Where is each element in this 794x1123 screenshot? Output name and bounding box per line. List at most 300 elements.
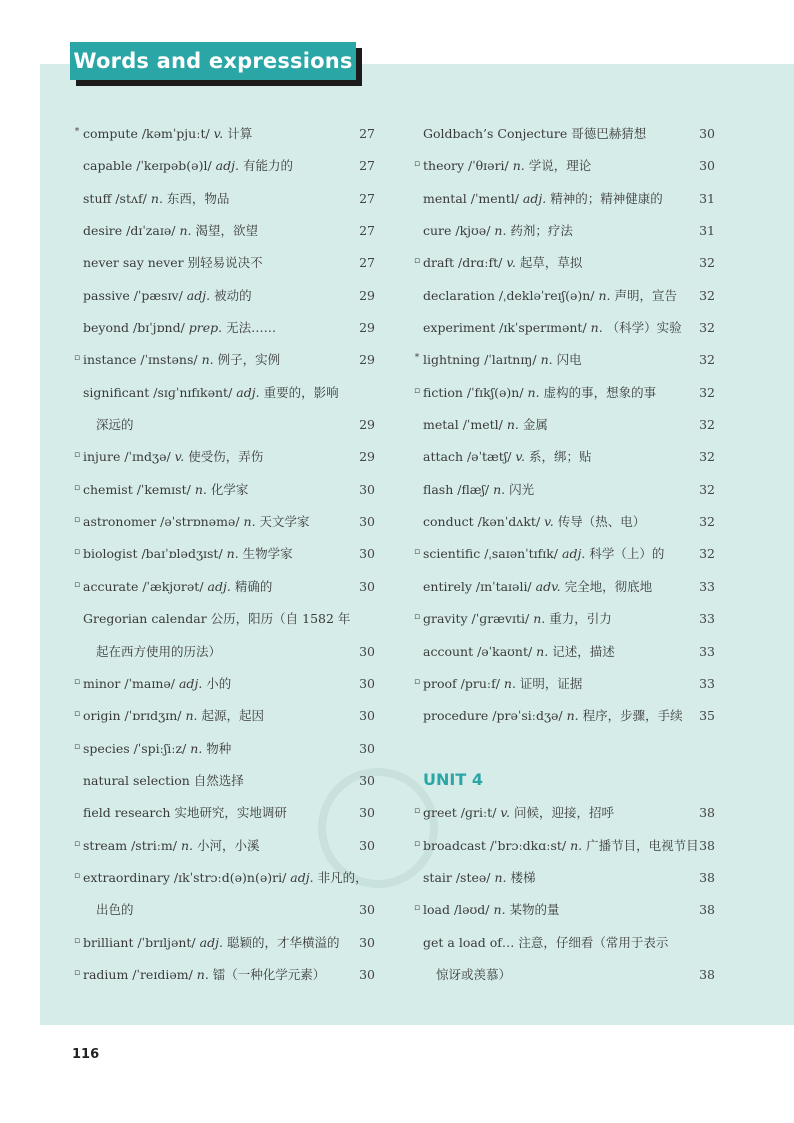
page-reference: 30 [699,158,715,174]
part-of-speech: v. [500,805,510,821]
word-entry-text [423,158,591,174]
word-entry-text [423,579,652,595]
word-entry-text [83,158,293,174]
page-reference: 30 [359,772,375,788]
page-reference: 30 [359,805,375,821]
word-entry-row [72,636,375,668]
word-entry-row [412,215,715,247]
meaning: 重力，引力 [549,611,612,627]
word-entry-text [83,773,244,789]
page-reference: 29 [359,417,375,433]
part-of-speech: prep. [188,320,223,336]
headword: cure /kjʊə/ [423,223,491,239]
meaning: 证明，证据 [519,675,583,691]
word-entry-row [412,474,715,506]
right-word-column [412,118,715,991]
word-entry-row [72,150,375,182]
meaning: 物种 [206,740,232,756]
part-of-speech: n. [185,708,198,724]
word-entry-row [72,765,375,797]
headword: conduct /kənˈdʌkt/ [423,514,541,530]
meaning: 虚构的事，想象的事 [543,384,657,400]
page-reference: 29 [359,449,375,465]
meaning: 注意，仔细看（常用于表示 [518,934,669,950]
page-reference: 30 [359,740,375,756]
word-entry-row [412,797,715,829]
headword: accurate /ˈækjʊrət/ [83,578,204,594]
meaning: 金属 [522,417,548,433]
headword: 出色的 [96,902,134,918]
word-entry-row [412,538,715,570]
headword: biologist /baɪˈɒlədʒɪst/ [83,546,223,562]
part-of-speech: n. [503,675,516,691]
page-reference: 38 [699,966,715,982]
word-entry-row [412,506,715,538]
headword: desire /dɪˈzaɪə/ [83,223,176,239]
headword: mental /ˈmentl/ [423,190,519,206]
square-marker-icon: ▫ [73,935,81,946]
word-entry-row [412,312,715,344]
headword: stream /striːm/ [83,837,177,853]
part-of-speech: n. [493,481,506,497]
word-entry-row [72,280,375,312]
word-entry-row [72,344,375,376]
word-entry-row [72,247,375,279]
part-of-speech: v. [506,255,516,271]
page-reference: 32 [699,481,715,497]
part-of-speech: adj. [186,287,211,303]
part-of-speech: n. [226,546,239,562]
word-entry-text [423,838,699,854]
word-entry-text [83,352,280,368]
section-title: Words and expressions [70,42,356,80]
part-of-speech: adv. [535,578,561,594]
part-of-speech: n. [527,384,540,400]
asterisk-marker-icon: * [74,127,80,137]
word-entry-text [83,288,252,304]
headword: declaration /ˌdekləˈreɪʃ(ə)n/ [423,287,595,303]
meaning: 药剂；疗法 [510,223,573,239]
word-entry-text [423,676,582,692]
word-entry-row [412,247,715,279]
headword: brilliant /ˈbrɪljənt/ [83,934,196,950]
headword: gravity /ˈɡrævɪti/ [423,611,530,627]
headword: stuff /stʌf/ [83,190,147,206]
headword: experiment /ɪkˈsperɪmənt/ [423,320,587,336]
meaning: 东西，物品 [166,190,230,206]
square-marker-icon: ▫ [73,838,81,849]
headword: scientific /ˌsaɪənˈtɪfɪk/ [423,546,559,562]
word-entry-text [436,967,511,983]
square-marker-icon: ▫ [413,612,421,623]
headword: procedure /prəˈsiːdʒə/ [423,708,563,724]
meaning: （科学）实验 [606,320,682,336]
meaning: 无法…… [226,320,277,336]
word-entry-row [72,312,375,344]
headword: 惊讶或羡慕） [436,966,512,982]
meaning: 重要的，影响 [263,384,339,400]
word-entry-text [83,126,252,142]
word-entry-row [412,377,715,409]
word-entry-row [72,215,375,247]
page-reference: 32 [699,320,715,336]
part-of-speech: adj. [178,675,203,691]
word-entry-row [72,409,375,441]
word-entry-row [412,409,715,441]
word-entry-row [412,927,715,959]
meaning: 系，绑；贴 [528,449,592,465]
meaning: 闪电 [556,352,582,368]
page-reference: 27 [359,255,375,271]
meaning: 哥德巴赫猜想 [571,126,647,141]
word-entry-text [423,482,534,498]
headword: Gregorian calendar [83,611,207,627]
page-reference: 32 [699,352,715,368]
square-marker-icon: ▫ [413,159,421,170]
page-reference: 32 [699,287,715,303]
page-reference: 38 [699,869,715,885]
page-reference: 30 [359,546,375,562]
headword: load /ləʊd/ [423,902,490,918]
meaning: 聪颖的，才华横溢的 [226,934,340,950]
page-reference: 30 [359,934,375,950]
part-of-speech: n. [533,611,546,627]
headword: minor /ˈmaɪnə/ [83,675,175,691]
word-entry-row [72,862,375,894]
left-word-column [72,118,375,991]
word-entry-text [83,482,248,498]
headword: origin /ˈɒrɪdʒɪn/ [83,708,182,724]
page-reference: 30 [359,837,375,853]
part-of-speech: adj. [290,869,314,885]
part-of-speech: v. [174,449,185,465]
headword: injure /ˈɪndʒə/ [83,449,171,465]
square-marker-icon: ▫ [73,709,81,720]
word-entry-row [412,894,715,926]
square-marker-icon: ▫ [73,450,81,461]
meaning: 精神的；精神健康的 [550,190,663,206]
part-of-speech: n. [536,643,549,659]
meaning: 问候，迎接，招呼 [513,805,614,821]
word-entry-text [83,708,264,724]
word-entry-row [72,894,375,926]
square-marker-icon: ▫ [413,838,421,849]
word-entry-text [423,644,615,660]
word-entry-row [72,571,375,603]
meaning: 实地研究，实地调研 [174,805,287,821]
page-reference: 27 [359,126,375,141]
meaning: 生物学家 [242,546,293,562]
meaning: 广播节目，电视节目 [586,837,699,853]
word-entry-row [412,830,715,862]
meaning: 计算 [227,126,253,141]
unit-heading-label: UNIT 4 [423,769,483,789]
page-reference: 29 [359,352,375,368]
word-entry-text [423,352,582,368]
meaning: 化学家 [210,481,249,497]
part-of-speech: n. [180,837,194,853]
asterisk-marker-icon: * [414,353,420,364]
word-entry-text [83,676,231,692]
word-entry-text [423,223,573,239]
word-entry-text [83,870,368,886]
word-entry-row [412,668,715,700]
square-marker-icon: ▫ [73,676,81,687]
meaning: 传导（热、电） [557,514,646,530]
word-entry-text [83,967,325,983]
page-reference: 30 [359,643,375,659]
word-entry-text [83,611,350,627]
meaning: 天文学家 [259,514,310,530]
word-entry-row [412,700,715,732]
word-entry-row [72,797,375,829]
word-entry-row [72,927,375,959]
meaning: 起草，草拟 [519,255,583,271]
page-reference: 32 [699,255,715,271]
meaning: 别轻易说决不 [187,255,263,271]
meaning: 渴望，欲望 [195,223,258,239]
word-entry-text [83,741,231,757]
page-reference: 27 [359,223,375,239]
page-reference: 30 [359,514,375,530]
part-of-speech: n. [494,869,507,885]
word-entry-row [72,830,375,862]
word-entry-text [83,385,339,401]
word-entry-row [412,441,715,473]
part-of-speech: n. [598,287,611,303]
word-entry-text [423,611,612,627]
page-reference: 33 [699,611,715,627]
part-of-speech: n. [150,190,163,206]
page-reference: 32 [699,449,715,465]
word-entry-row [72,118,375,150]
square-marker-icon: ▫ [73,967,81,978]
headword: 深远的 [96,417,134,433]
meaning: 公历，阳历（自 1582 年 [210,611,351,627]
word-entry-text [423,320,682,336]
headword: 起在西方使用的历法） [96,643,222,659]
word-entry-row [72,603,375,635]
meaning: 精确的 [234,578,273,594]
headword: lightning /ˈlaɪtnɪŋ/ [423,352,537,368]
page-reference: 31 [699,223,715,239]
word-entry-text [423,126,646,142]
part-of-speech: n. [512,158,525,174]
page-reference: 33 [699,643,715,659]
meaning: 有能力的 [242,158,293,174]
word-entry-text [423,546,664,562]
page-reference: 30 [359,675,375,691]
word-entry-row [72,377,375,409]
part-of-speech: n. [196,966,209,982]
page-reference: 30 [359,708,375,724]
part-of-speech: adj. [215,158,239,174]
word-entry-text [83,935,339,951]
page-reference: 33 [699,675,715,691]
page-reference: 32 [699,417,715,433]
word-entry-row [412,571,715,603]
part-of-speech: n. [190,740,203,756]
part-of-speech: n. [493,902,506,918]
headword: broadcast /ˈbrɔːdkɑːst/ [423,837,567,853]
headword: draft /drɑːft/ [423,255,503,271]
headword: account /əˈkaʊnt/ [423,643,533,659]
headword: passive /ˈpæsɪv/ [83,287,183,303]
square-marker-icon: ▫ [73,482,81,493]
page-reference: 30 [699,126,715,141]
word-entry-text [83,579,272,595]
meaning: 科学（上）的 [589,546,665,562]
word-entry-row [412,862,715,894]
square-marker-icon: ▫ [73,579,81,590]
headword: greet /ɡriːt/ [423,805,497,821]
word-entry-row [72,668,375,700]
part-of-speech: adj. [562,546,586,562]
meaning: 起源，起因 [201,708,264,724]
meaning: 完全地，彻底地 [564,578,653,594]
meaning: 自然选择 [193,772,244,788]
word-entry-row [72,441,375,473]
meaning: 学说，理论 [528,158,592,174]
word-entry-text [83,320,276,336]
headword: species /ˈspiːʃiːz/ [83,740,187,756]
page-reference: 29 [359,320,375,336]
headword: flash /flæʃ/ [423,481,490,497]
headword: entirely /ɪnˈtaɪəli/ [423,578,532,594]
part-of-speech: n. [590,320,603,336]
headword: theory /ˈθɪəri/ [423,158,509,174]
meaning: 非凡的， [317,869,368,885]
part-of-speech: n. [506,417,519,433]
headword: proof /pruːf/ [423,675,500,691]
word-entry-row [412,959,715,991]
word-entry-row [72,959,375,991]
word-entry-row [412,280,715,312]
word-entry-text [423,514,645,530]
page-reference: 30 [359,578,375,594]
meaning: 程序，步骤，手续 [582,708,683,724]
meaning: 小河，小溪 [197,837,260,853]
word-entry-row [412,118,715,150]
meaning: 楼梯 [510,869,536,885]
word-entry-text [83,838,260,854]
headword: fiction /ˈfɪkʃ(ə)n/ [423,384,524,400]
headword: field research [83,805,171,821]
square-marker-icon: ▫ [413,903,421,914]
meaning: 例子，实例 [217,352,281,368]
square-marker-icon: ▫ [73,515,81,526]
headword: significant /sɪɡˈnɪfɪkənt/ [83,384,233,400]
page-reference: 27 [359,190,375,206]
word-entry-text [83,223,258,239]
page-reference: 29 [359,287,375,303]
page-reference: 31 [699,190,715,206]
headword: stair /steə/ [423,869,491,885]
page-number: 116 [72,1047,100,1062]
part-of-speech: n. [243,514,256,530]
part-of-speech: adj. [199,934,223,950]
square-marker-icon: ▫ [73,547,81,558]
part-of-speech: adj. [236,384,260,400]
headword: Goldbach’s Conjecture [423,126,568,141]
word-entry-text [83,255,263,271]
part-of-speech: n. [201,352,214,368]
headword: natural selection [83,772,190,788]
word-entry-text [83,191,229,207]
word-entry-row [72,183,375,215]
part-of-speech: adj. [207,578,231,594]
headword: never say never [83,255,184,271]
headword: get a load of… [423,934,515,950]
page-reference: 30 [359,966,375,982]
meaning: 使受伤，弄伤 [188,449,264,465]
page-reference: 35 [699,708,715,724]
unit-heading [412,765,715,797]
word-entry-row [412,183,715,215]
meaning: 某物的量 [509,902,560,918]
word-entry-row [412,636,715,668]
part-of-speech: n. [540,352,553,368]
headword: instance /ˈɪnstəns/ [83,352,198,368]
headword: radium /ˈreɪdiəm/ [83,966,193,982]
word-entry-row [72,474,375,506]
page-reference: 38 [699,902,715,918]
page-reference: 30 [359,481,375,497]
page-reference: 32 [699,514,715,530]
word-entry-text [96,902,134,918]
word-entry-row [412,603,715,635]
word-entry-row [72,733,375,765]
page-reference: 33 [699,578,715,594]
square-marker-icon: ▫ [73,741,81,752]
word-entry-text [423,902,560,918]
part-of-speech: n. [194,481,207,497]
spacer-row [412,733,715,765]
word-entry-text [96,644,221,660]
square-marker-icon: ▫ [73,353,81,364]
square-marker-icon: ▫ [413,806,421,817]
meaning: 记述，描述 [552,643,615,659]
meaning: 声明，宣告 [614,287,677,303]
word-entry-text [96,417,134,433]
word-entry-text [83,449,263,465]
square-marker-icon: ▫ [73,870,81,881]
word-entry-text [423,191,663,207]
word-entry-row [72,506,375,538]
word-entry-text [423,935,668,951]
word-entry-text [423,870,536,886]
part-of-speech: v. [515,449,525,465]
headword: metal /ˈmetl/ [423,417,503,433]
square-marker-icon: ▫ [413,547,421,558]
page-reference: 32 [699,384,715,400]
meaning: 闪光 [509,481,535,497]
headword: compute /kəmˈpjuːt/ [83,126,210,141]
headword: attach /əˈtætʃ/ [423,449,512,465]
meaning: 被动的 [214,287,252,303]
part-of-speech: n. [179,223,192,239]
word-entry-text [423,385,656,401]
square-marker-icon: ▫ [413,385,421,396]
word-entry-text [423,708,683,724]
word-entry-text [423,805,614,821]
word-entry-text [83,546,293,562]
word-entry-text [423,449,591,465]
headword: astronomer /əˈstrɒnəmə/ [83,514,240,530]
square-marker-icon: ▫ [413,256,421,267]
square-marker-icon: ▫ [413,676,421,687]
part-of-speech: n. [570,837,583,853]
